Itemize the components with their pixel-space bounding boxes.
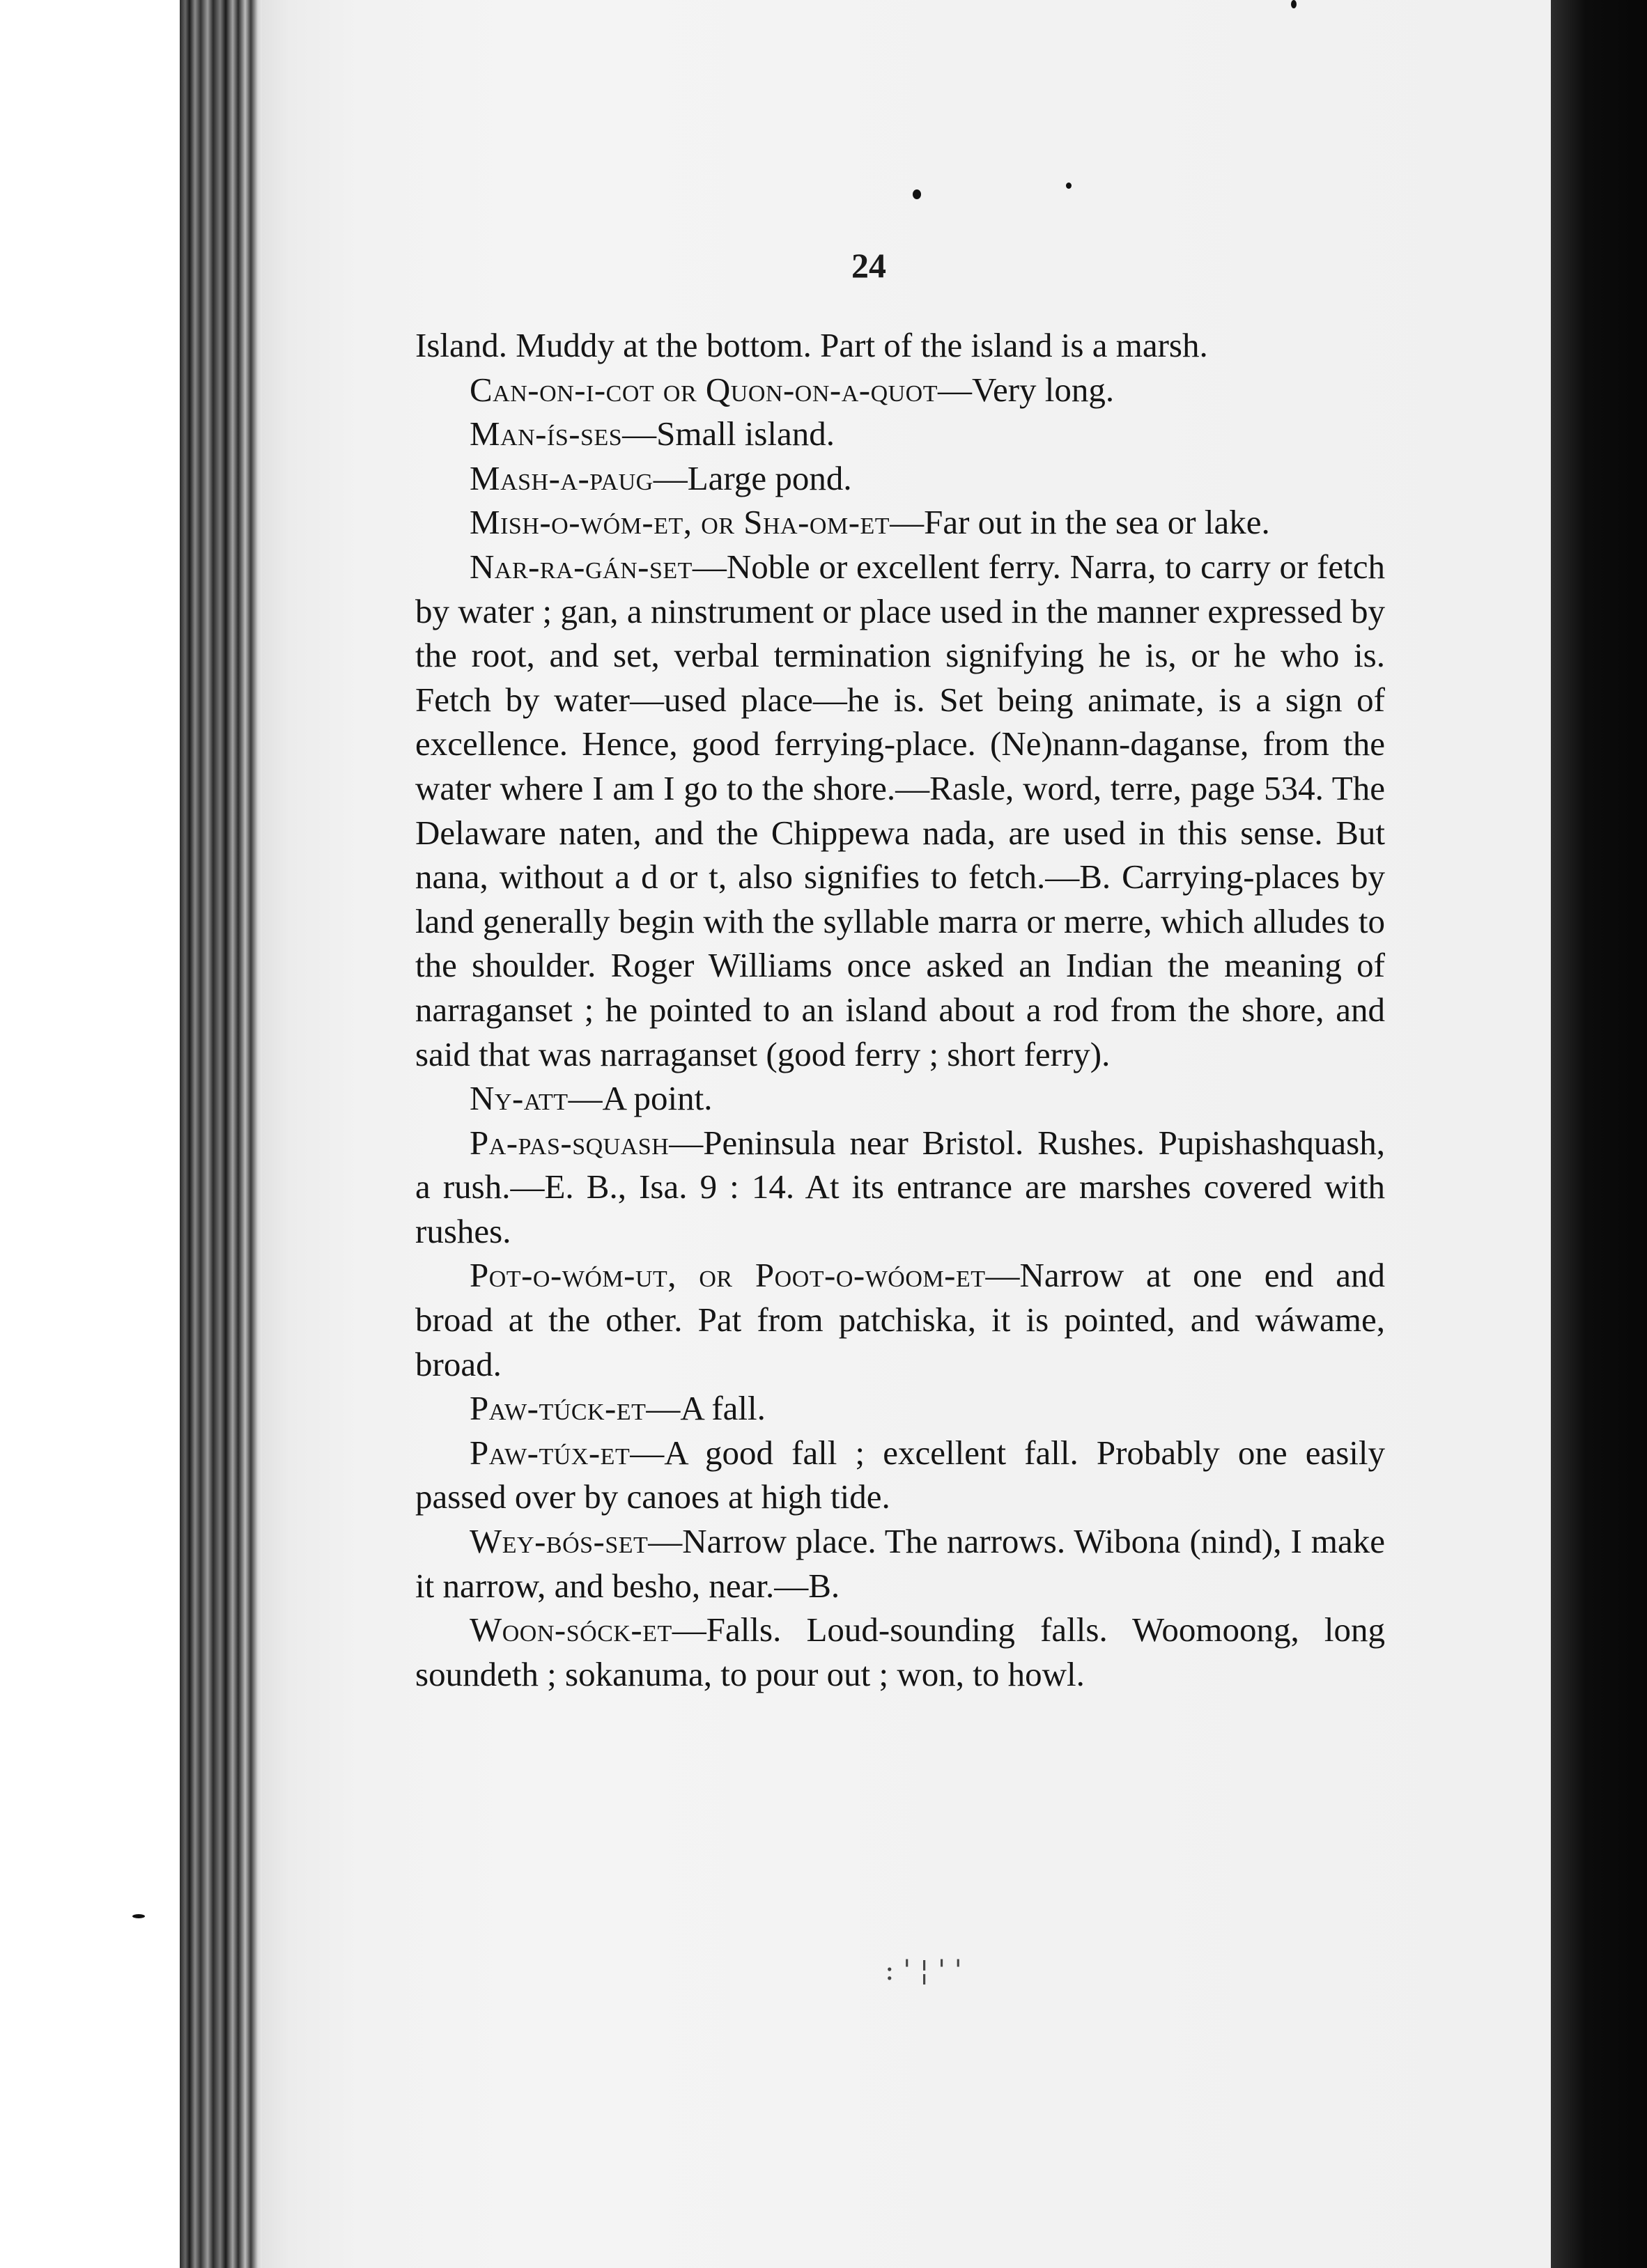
- ink-speck: [1066, 182, 1072, 189]
- entry-pawtucket: [415, 1386, 1385, 1431]
- entry-term: Pot-o-wóm-ut, or Poot-o-wóom-et: [470, 1256, 986, 1295]
- entry-definition: —A fall.: [646, 1389, 766, 1428]
- entry-manisses: [415, 412, 1385, 456]
- entry-mishowomet: [415, 500, 1385, 545]
- entry-definition: —Falls. Loud-sounding falls. Woomoong, long soundeth ; sokanuma, to pour out ; won, to howl.: [415, 1610, 1385, 1693]
- entry-term: Ny-att: [470, 1079, 569, 1118]
- ink-speck: [132, 1914, 145, 1918]
- ink-smudge: : ' ¦ ' ': [885, 1955, 962, 1987]
- entry-term: Nar-ra-gán-set: [470, 547, 693, 586]
- continuation-paragraph: Island. Muddy at the bottom. Part of the island is a marsh.: [415, 326, 1208, 364]
- entry-definition: —A good fall ; excellent fall. Probably one easily passed over by canoes at high tide.: [415, 1433, 1385, 1516]
- page-number: 24: [851, 246, 886, 285]
- scan-margin-left: [0, 0, 180, 2268]
- entry-woonsocket: [415, 1608, 1385, 1696]
- entry-term: Wey-bós-set: [470, 1522, 649, 1561]
- entry-nyatt: [415, 1076, 1385, 1121]
- entry-definition: —A point.: [568, 1079, 713, 1118]
- ink-speck: [913, 189, 921, 199]
- entry-definition: —Narrow at one end and broad at the other. Pat from patchiska, it is pointed, and wáwame, broad.: [415, 1256, 1385, 1383]
- entry-definition: —Large pond.: [653, 458, 852, 497]
- ink-speck: [1291, 0, 1297, 8]
- entry-papasquash: [415, 1121, 1385, 1254]
- entry-definition: —Noble or excellent ferry. Narra, to carry or fetch by water ; gan, a ninstrument or place used in the manner expressed by the root, and set, verbal termination signifying he is, or he who is. Fetch by water—used place—he is. Set being animate, is a sign of excellence. Hence, good ferrying-place. (Ne)nann-daganse, from the water where I am I go to the shore.—Rasle, word, terre, page 534. The Delaware naten, and the Chippewa nada, are used in this sense. But nana, without a d or t, also signifies to fetch.—B. Carrying-places by land generally begin with the syllable marra or merre, which alludes to the shoulder. Roger Williams once asked an Indian the meaning of narraganset ; he pointed to an island about a rod from the shore, and said that was narraganset (good ferry ; short ferry).: [415, 547, 1385, 1073]
- scan-margin-right: [1551, 0, 1647, 2268]
- entry-term: Woon-sóck-et: [470, 1610, 672, 1649]
- entry-term: Pa-pas-squash: [470, 1123, 670, 1162]
- entry-definition: —Narrow place. The narrows. Wibona (nind), I make it narrow, and besho, near.—B.: [415, 1522, 1385, 1605]
- entry-term: Mish-o-wóm-et, or Sha-om-et: [470, 503, 890, 542]
- body-text: [415, 323, 1385, 1696]
- entry-term: Mash-a-paug: [470, 458, 654, 497]
- entry-potowomut: [415, 1253, 1385, 1386]
- entry-term: Paw-túx-et: [470, 1433, 631, 1472]
- entry-mashapaug: [415, 456, 1385, 501]
- entry-definition: —Peninsula near Bristol. Rushes. Pupishashquash, a rush.—E. B., Isa. 9 : 14. At its entrance are marshes covered with rushes.: [415, 1123, 1385, 1250]
- entry-canonicot: [415, 368, 1385, 412]
- entry-term: Man-ís-ses: [470, 414, 623, 453]
- entry-weybosset: [415, 1519, 1385, 1608]
- entry-term: Can-on-i-cot or Quon-on-a-quot: [470, 370, 938, 409]
- entry-definition: —Far out in the sea or lake.: [890, 503, 1270, 542]
- entry-definition: —Very long.: [938, 370, 1115, 409]
- entry-narragansett: [415, 545, 1385, 1076]
- entry-pawtuxet: [415, 1431, 1385, 1519]
- book-spine: [180, 0, 262, 2268]
- entry-term: Paw-túck-et: [470, 1389, 647, 1428]
- entry-definition: —Small island.: [622, 414, 835, 453]
